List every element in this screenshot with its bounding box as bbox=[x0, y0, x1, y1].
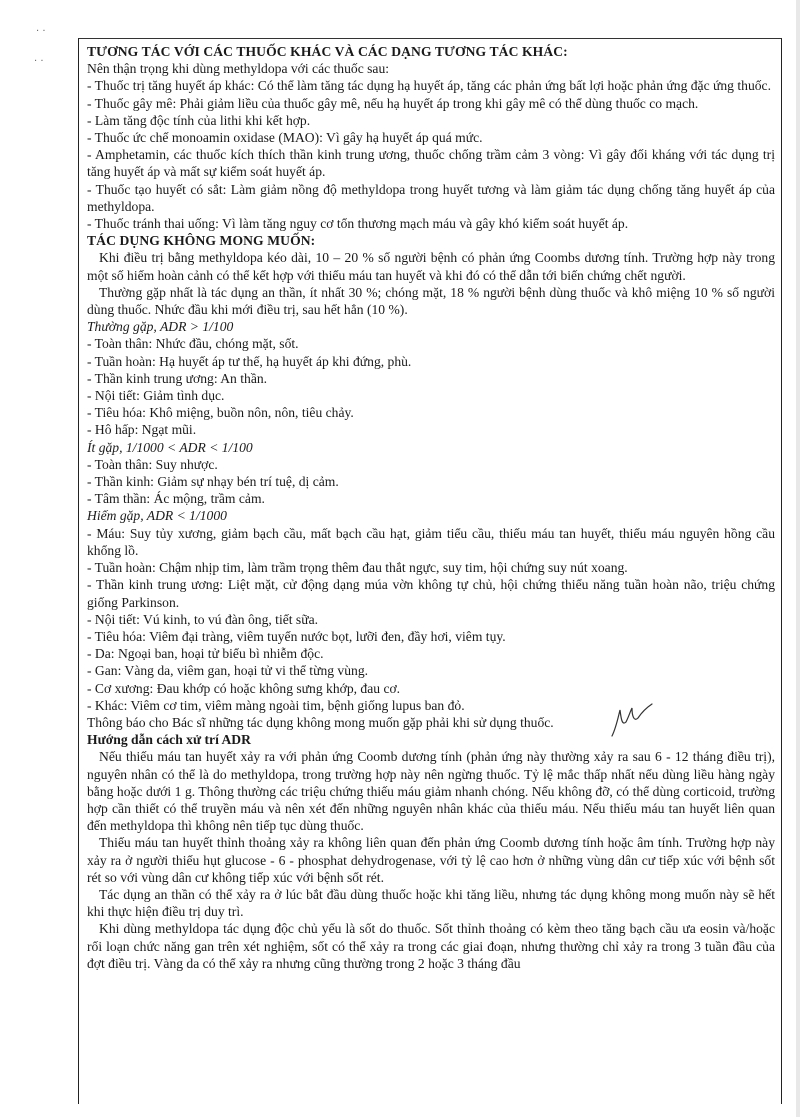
adverse-item: - Tuần hoàn: Chậm nhịp tim, làm trầm trọng thêm đau thắt ngực, suy tim, hội chứng suy nút xoang. bbox=[87, 560, 628, 576]
adverse-item: - Tiêu hóa: Viêm đại tràng, viêm tuyến nước bọt, lưỡi đen, đầy hơi, viêm tụy. bbox=[87, 628, 506, 644]
adverse-item: - Da: Ngoại ban, hoại tử biểu bì nhiễm độc. bbox=[87, 646, 324, 662]
adverse-item: - Thần kinh trung ương: Liệt mặt, cử động dạng múa vờn không tự chủ, hội chứng thiểu năng tuần hoàn não, triệu chứng giống Parkinson. bbox=[87, 577, 775, 610]
management-paragraph: Tác dụng an thần có thể xảy ra ở lúc bắt đầu dùng thuốc hoặc khi tăng liều, nhưng tác dụng không mong muốn này sẽ hết khi thực hiện điều trị duy trì. bbox=[87, 886, 775, 920]
interaction-item: - Thuốc tạo huyết có sắt: Làm giảm nồng độ methyldopa trong huyết tương và làm giảm tác dụng chống tăng huyết áp của methyldopa. bbox=[87, 181, 775, 214]
adverse-item: - Khác: Viêm cơ tim, viêm màng ngoài tim, bệnh giống lupus ban đỏ. bbox=[87, 697, 465, 713]
adverse-item: - Máu: Suy tủy xương, giảm bạch cầu, mất bạch cầu hạt, giảm tiểu cầu, thiếu máu tan huyết, thiếu máu nguyên hồng cầu khổng lồ. bbox=[87, 525, 775, 558]
adverse-item: - Cơ xương: Đau khớp có hoặc không sưng khớp, đau cơ. bbox=[87, 680, 401, 696]
interaction-item: - Thuốc ức chế monoamin oxidase (MAO): Vì gây hạ huyết áp quá mức. bbox=[87, 130, 483, 146]
adverse-item: - Thần kinh trung ương: An thần. bbox=[87, 370, 268, 386]
interaction-item: - Amphetamin, các thuốc kích thích thần kinh trung ương, thuốc chống trầm cảm 3 vòng: Vì gây đối kháng với tác dụng trị tăng huyết áp và mất sự kiểm soát huyết áp. bbox=[87, 147, 775, 180]
adverse-notice: Thông báo cho Bác sĩ những tác dụng không mong muốn gặp phải khi sử dụng thuốc. bbox=[87, 714, 554, 730]
adverse-item: - Toàn thân: Nhức đầu, chóng mặt, sốt. bbox=[87, 336, 299, 352]
scan-speck-marks: · · bbox=[36, 26, 46, 37]
scan-edge-shadow bbox=[796, 0, 800, 1117]
management-paragraph: Nếu thiếu máu tan huyết xảy ra với phản ứng Coomb dương tính (phản ứng này thường xảy ra sau 6 - 12 tháng điều trị), nguyên nhân có thể là do methyldopa, trong trường hợp này nên ngừng thuốc. Tỷ lệ mắc thấp nhất nếu dùng liều hàng ngày bằng hoặc dưới 1 g. Thông thường các triệu chứng thiếu máu giảm nhanh chóng. Nếu không đỡ, có thể dùng corticoid, trường hợp cần thiết có thể truyền máu và nên xét đến những nguyên nhân khác của thiếu máu. Nếu thiếu máu tan huyết liên quan đến methyldopa thì không nên tiếp tục dùng thuốc. bbox=[87, 749, 775, 834]
handwritten-initials-mark bbox=[608, 700, 656, 740]
interaction-item: - Thuốc tránh thai uống: Vì làm tăng nguy cơ tổn thương mạch máu và gây khó kiểm soát huyết áp. bbox=[87, 216, 629, 232]
interaction-item: - Thuốc gây mê: Phải giảm liều của thuốc gây mê, nếu hạ huyết áp trong khi gây mê có thể dùng thuốc co mạch. bbox=[87, 95, 699, 111]
scan-speck-marks: · · bbox=[34, 56, 44, 67]
adverse-paragraph: Thường gặp nhất là tác dụng an thần, ít nhất 30 %; chóng mặt, 18 % người bệnh dùng thuốc và khô miệng 10 % số người dùng thuốc. Nhức đầu khi mới điều trị, sau hết hẳn (10 %). bbox=[87, 284, 775, 318]
adr-management-heading: Hướng dẫn cách xử trí ADR bbox=[87, 732, 251, 748]
rare-frequency-heading: Hiếm gặp, ADR < 1/1000 bbox=[87, 508, 227, 524]
interaction-item: - Thuốc trị tăng huyết áp khác: Có thể làm tăng tác dụng hạ huyết áp, tăng các phản ứng bất lợi hoặc phản ứng đặc ứng thuốc. bbox=[87, 78, 771, 94]
adverse-item: - Hô hấp: Ngạt mũi. bbox=[87, 422, 197, 438]
document-page bbox=[78, 38, 782, 1104]
management-paragraph: Thiếu máu tan huyết thỉnh thoảng xảy ra không liên quan đến phản ứng Coomb dương tính hoặc âm tính. Trường hợp này xảy ra ở người thiếu hụt glucose - 6 - phosphat dehydrogenase, với tỷ lệ cao hơn ở những vùng dân cư tiếp xúc với bệnh sốt rét so với vùng dân cư không tiếp xúc với bệnh sốt rét. bbox=[87, 835, 775, 885]
adverse-paragraph: Khi điều trị bằng methyldopa kéo dài, 10 – 20 % số người bệnh có phản ứng Coombs dương tính. Trường hợp này trong một số hiếm hoàn cảnh có thể kết hợp với thiếu máu tan huyết và khi đó có thể dẫn tới biến chứng chết người. bbox=[87, 250, 775, 283]
adverse-item: - Toàn thân: Suy nhược. bbox=[87, 456, 218, 472]
interaction-item: - Làm tăng độc tính của lithi khi kết hợp. bbox=[87, 112, 311, 128]
interactions-heading: TƯƠNG TÁC VỚI CÁC THUỐC KHÁC VÀ CÁC DẠNG TƯƠNG TÁC KHÁC: bbox=[87, 44, 568, 59]
management-paragraph: Khi dùng methyldopa tác dụng độc chủ yếu là sốt do thuốc. Sốt thỉnh thoảng có kèm theo tăng bạch cầu ưa eosin và/hoặc rối loạn chức năng gan trên xét nghiệm, sốt có thể xảy ra trong các giai đoạn, nhưng thường chỉ xảy ra trong 3 tuần đầu của đợt điều trị. Vàng da có thể xảy ra nhưng cũng thường trong 2 hoặc 3 tháng đầu bbox=[87, 921, 775, 971]
uncommon-frequency-heading: Ít gặp, 1/1000 < ADR < 1/100 bbox=[87, 439, 253, 455]
adverse-item: - Tuần hoàn: Hạ huyết áp tư thế, hạ huyết áp khi đứng, phù. bbox=[87, 353, 412, 369]
adverse-item: - Thần kinh: Giảm sự nhạy bén trí tuệ, dị cảm. bbox=[87, 474, 339, 490]
interactions-intro: Nên thận trọng khi dùng methyldopa với các thuốc sau: bbox=[87, 61, 390, 77]
adverse-item: - Gan: Vàng da, viêm gan, hoại tử vi thể từng vùng. bbox=[87, 663, 369, 679]
common-frequency-heading: Thường gặp, ADR > 1/100 bbox=[87, 319, 234, 335]
adverse-effects-heading: TÁC DỤNG KHÔNG MONG MUỐN: bbox=[87, 233, 316, 249]
adverse-item: - Tâm thần: Ác mộng, trầm cảm. bbox=[87, 491, 265, 507]
adverse-item: - Tiêu hóa: Khô miệng, buồn nôn, nôn, tiêu chảy. bbox=[87, 405, 354, 421]
adverse-item: - Nội tiết: Vú kinh, to vú đàn ông, tiết sữa. bbox=[87, 611, 319, 627]
adverse-item: - Nội tiết: Giảm tình dục. bbox=[87, 388, 225, 404]
